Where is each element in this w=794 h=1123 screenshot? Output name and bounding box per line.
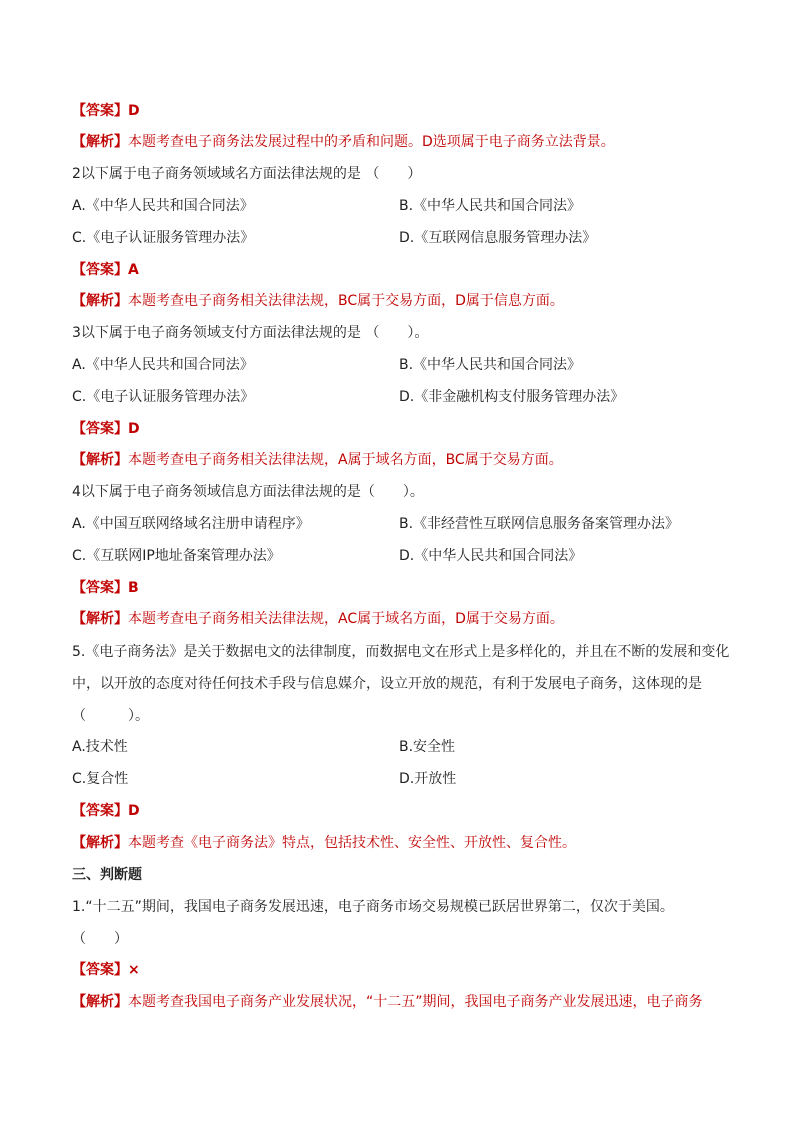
answer-line [72,101,140,121]
answer-tag: 【答案】 [72,103,128,119]
question-stem-line-2: 中，以开放的态度对待任何技术手段与信息媒介，设立开放的规范，有利于发展电子商务，这体现的是 [72,676,702,692]
section-title: 三、判断题 [72,867,142,883]
option-d: D.《互联网信息服务管理办法》 [399,230,597,246]
option-b: B.《中华人民共和国合同法》 [399,357,582,373]
analysis-line [72,450,563,470]
option-a: A.《中华人民共和国合同法》 [72,198,254,214]
answer-tag: 【答案】 [72,421,128,437]
analysis-text: 本题考查电子商务相关法律法规，AC属于域名方面，D属于交易方面。 [128,611,564,627]
question-stem: 3以下属于电子商务领域支付方面法律法规的是 （ ）。 [72,325,429,341]
analysis-line [72,291,564,311]
analysis-tag: 【解析】 [72,134,128,150]
option-c: C.《电子认证服务管理办法》 [72,389,255,405]
analysis-tag: 【解析】 [72,994,128,1010]
answer-line [72,960,140,980]
question-stem-line-2: （ ） [72,931,128,947]
answer-value: A [128,262,139,278]
answer-value: D [128,421,140,437]
question-stem-line-1: 1.“十二五”期间，我国电子商务发展迅速，电子商务市场交易规模已跃居世界第二，仅次于美国。 [72,899,674,915]
option-d: D.《中华人民共和国合同法》 [399,548,583,564]
question-stem-line-1: 5.《电子商务法》是关于数据电文的法律制度，而数据电文在形式上是多样化的，并且在不断的发展和变化 [72,644,730,660]
analysis-text: 本题考查电子商务相关法律法规，A属于域名方面，BC属于交易方面。 [128,452,563,468]
analysis-text: 本题考查电子商务相关法律法规，BC属于交易方面，D属于信息方面。 [128,293,564,309]
answer-value: × [128,962,140,978]
answer-line [72,801,140,821]
option-c: C.《互联网IP地址备案管理办法》 [72,548,281,564]
analysis-text: 本题考查我国电子商务产业发展状况，“十二五”期间，我国电子商务产业发展迅速，电子商务 [128,994,703,1010]
analysis-line [72,609,564,629]
answer-tag: 【答案】 [72,580,128,596]
question-stem: 4以下属于电子商务领域信息方面法律法规的是（ ）。 [72,484,424,500]
option-b: B.安全性 [399,739,456,755]
answer-value: B [128,580,139,596]
analysis-line [72,132,615,152]
option-a: A.技术性 [72,739,128,755]
analysis-tag: 【解析】 [72,293,128,309]
option-d: D.开放性 [399,771,457,787]
analysis-text: 本题考查电子商务法发展过程中的矛盾和问题。D选项属于电子商务立法背景。 [128,134,615,150]
answer-tag: 【答案】 [72,262,128,278]
analysis-line [72,992,703,1012]
option-d: D.《非金融机构支付服务管理办法》 [399,389,625,405]
answer-value: D [128,103,140,119]
option-a: A.《中国互联网络域名注册申请程序》 [72,516,310,532]
analysis-text: 本题考查《电子商务法》特点，包括技术性、安全性、开放性、复合性。 [128,835,576,851]
answer-line [72,578,139,598]
option-a: A.《中华人民共和国合同法》 [72,357,254,373]
answer-tag: 【答案】 [72,803,128,819]
option-b: B.《非经营性互联网信息服务备案管理办法》 [399,516,680,532]
option-c: C.复合性 [72,771,129,787]
analysis-tag: 【解析】 [72,835,128,851]
analysis-tag: 【解析】 [72,452,128,468]
answer-value: D [128,803,140,819]
answer-line [72,260,139,280]
analysis-line [72,833,576,853]
question-stem: 2以下属于电子商务领域域名方面法律法规的是 （ ） [72,166,422,182]
option-c: C.《电子认证服务管理办法》 [72,230,255,246]
analysis-tag: 【解析】 [72,611,128,627]
question-stem-line-3: （ ）。 [72,708,149,724]
answer-tag: 【答案】 [72,962,128,978]
option-b: B.《中华人民共和国合同法》 [399,198,582,214]
answer-line [72,419,140,439]
